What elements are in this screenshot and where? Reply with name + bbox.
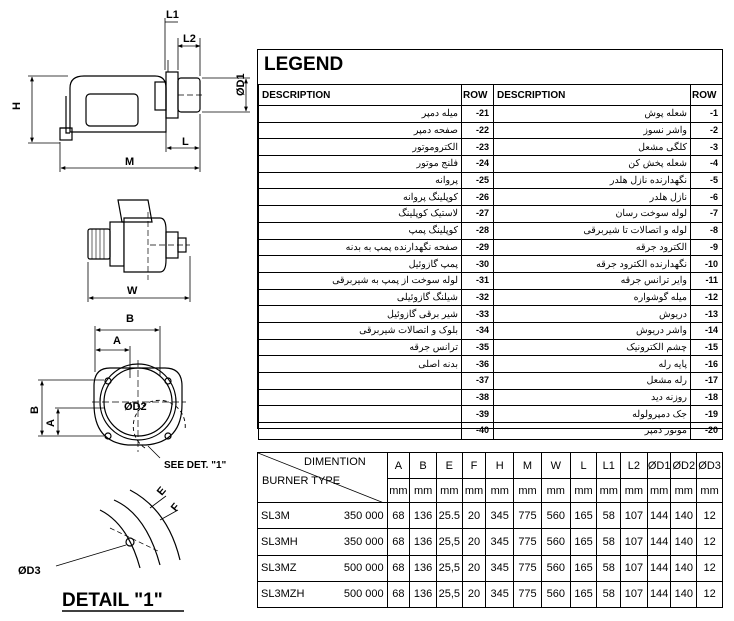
technical-drawings <box>0 0 255 621</box>
side-view-drawing <box>60 60 205 140</box>
dimension-value: 136 <box>410 555 437 581</box>
legend-right-row-number: -9 <box>691 239 723 256</box>
legend-left-row-number: -24 <box>462 156 494 173</box>
legend-body <box>259 106 723 440</box>
dimension-value: 140 <box>671 503 697 529</box>
legend-right-description: میله گوشواره <box>494 289 691 306</box>
dimension-value: 775 <box>514 581 542 607</box>
legend-right-row-number: -1 <box>691 106 723 123</box>
label-f: F <box>168 501 183 515</box>
dimension-value: 560 <box>541 529 570 555</box>
dimension-value: 68 <box>387 503 410 529</box>
legend-left-description <box>259 423 462 440</box>
dimension-value: 12 <box>697 529 723 555</box>
dimension-column-header: ØD3 <box>697 453 723 479</box>
legend-left-description: لوله سوخت از پمپ به شیربرقی <box>259 272 462 289</box>
dimension-column-header: ØD2 <box>671 453 697 479</box>
legend-header-description-left: DESCRIPTION <box>259 85 462 106</box>
dimension-column-header: F <box>462 453 486 479</box>
top-view-drawing <box>88 200 190 280</box>
burner-type-cell <box>258 529 388 555</box>
legend-header-row-right: ROW <box>691 85 723 106</box>
corner-label-burner-type: BURNER TYPE <box>262 475 341 487</box>
burner-capacity: 350 000 <box>343 535 384 548</box>
label-e: E <box>154 484 169 499</box>
legend-right-description: واشر دریوش <box>494 322 691 339</box>
legend-left-description: فلنج موتور <box>259 156 462 173</box>
dimension-value: 140 <box>671 581 697 607</box>
legend-left-description: لاستیک کوپلینگ <box>259 206 462 223</box>
dimensions-corner-cell <box>258 453 388 503</box>
dimension-value: 107 <box>621 581 648 607</box>
legend-left-description: الکتروموتور <box>259 139 462 156</box>
legend-right-description: جک دمپرولوله <box>494 406 691 423</box>
burner-name: SL3M <box>261 509 290 522</box>
legend-panel <box>257 49 723 437</box>
dimension-value: 136 <box>410 581 437 607</box>
legend-left-row-number: -38 <box>462 389 494 406</box>
legend-header-row <box>259 85 723 106</box>
legend-left-row-number: -34 <box>462 322 494 339</box>
dimension-unit: mm <box>597 479 621 503</box>
legend-row <box>259 222 723 239</box>
label-d1: ØD1 <box>235 73 247 96</box>
dimension-value: 58 <box>597 503 621 529</box>
dimension-value: 12 <box>697 503 723 529</box>
dimensions-table <box>257 452 723 608</box>
legend-row <box>259 339 723 356</box>
legend-left-row-number: -32 <box>462 289 494 306</box>
legend-row <box>259 239 723 256</box>
legend-row <box>259 156 723 173</box>
dimension-unit: mm <box>697 479 723 503</box>
legend-header-description-right: DESCRIPTION <box>494 85 691 106</box>
dimension-value: 58 <box>597 529 621 555</box>
legend-left-description: پروانه <box>259 172 462 189</box>
legend-right-description: واشر نسوز <box>494 122 691 139</box>
legend-left-row-number: -28 <box>462 222 494 239</box>
dimension-value: 165 <box>570 529 597 555</box>
legend-left-description: شیر برقی گازوئیل <box>259 306 462 323</box>
burner-type-cell <box>258 581 388 607</box>
legend-row <box>259 272 723 289</box>
dimension-value: 25.5 <box>436 503 462 529</box>
label-h: H <box>11 102 23 110</box>
dimension-column-header: W <box>541 453 570 479</box>
burner-row <box>258 581 723 607</box>
dimension-value: 775 <box>514 529 542 555</box>
legend-right-row-number: -6 <box>691 189 723 206</box>
dimension-column-header: B <box>410 453 437 479</box>
legend-left-description: پمپ گازوئیل <box>259 256 462 273</box>
burner-row <box>258 529 723 555</box>
callout-see-detail: SEE DET. "1" <box>164 460 227 471</box>
dimension-value: 20 <box>462 555 486 581</box>
legend-right-row-number: -18 <box>691 389 723 406</box>
legend-right-description: شعله پوش <box>494 106 691 123</box>
legend-left-description: ترانس جرقه <box>259 339 462 356</box>
legend-right-description: رله مشعل <box>494 373 691 390</box>
dimension-value: 140 <box>671 555 697 581</box>
legend-left-row-number: -27 <box>462 206 494 223</box>
dimension-value: 560 <box>541 503 570 529</box>
label-l: L <box>182 136 189 148</box>
label-b-top: B <box>126 313 134 325</box>
dimension-value: 775 <box>514 555 542 581</box>
burner-capacity: 500 000 <box>343 588 384 601</box>
legend-left-row-number: -40 <box>462 423 494 440</box>
dimension-column-header: L <box>570 453 597 479</box>
legend-right-description: شعله پخش کن <box>494 156 691 173</box>
legend-right-description: نازل هلدر <box>494 189 691 206</box>
legend-left-description: صفحه نگهدارنده پمپ به بدنه <box>259 239 462 256</box>
dimension-column-header: L2 <box>621 453 648 479</box>
dimension-value: 140 <box>671 529 697 555</box>
label-l2: L2 <box>183 33 196 45</box>
legend-row <box>259 406 723 423</box>
legend-row <box>259 289 723 306</box>
legend-left-row-number: -36 <box>462 356 494 373</box>
legend-left-row-number: -37 <box>462 373 494 390</box>
legend-right-description: پایه رله <box>494 356 691 373</box>
dimension-value: 12 <box>697 581 723 607</box>
legend-row <box>259 106 723 123</box>
dimension-unit: mm <box>486 479 514 503</box>
dimension-unit: mm <box>436 479 462 503</box>
legend-left-row-number: -35 <box>462 339 494 356</box>
legend-right-row-number: -20 <box>691 423 723 440</box>
dimension-value: 20 <box>462 503 486 529</box>
legend-right-description: دریوش <box>494 306 691 323</box>
legend-right-row-number: -2 <box>691 122 723 139</box>
dimension-unit: mm <box>621 479 648 503</box>
dimension-value: 58 <box>597 581 621 607</box>
burner-type-cell <box>258 503 388 529</box>
dimension-value: 165 <box>570 581 597 607</box>
dimension-value: 68 <box>387 581 410 607</box>
label-d2: ØD2 <box>124 401 147 413</box>
legend-left-description <box>259 406 462 423</box>
burner-capacity: 350 000 <box>343 509 384 522</box>
legend-right-row-number: -3 <box>691 139 723 156</box>
dimension-value: 25,5 <box>436 555 462 581</box>
dimension-value: 12 <box>697 555 723 581</box>
dimension-value: 68 <box>387 555 410 581</box>
burner-row <box>258 503 723 529</box>
dimension-value: 25,5 <box>436 581 462 607</box>
dimension-value: 107 <box>621 503 648 529</box>
dimension-column-header: H <box>486 453 514 479</box>
dimension-value: 345 <box>486 529 514 555</box>
dimension-value: 25,5 <box>436 529 462 555</box>
burner-name: SL3MZ <box>261 562 297 575</box>
dimension-value: 20 <box>462 581 486 607</box>
legend-row <box>259 206 723 223</box>
legend-right-description: کلگی مشعل <box>494 139 691 156</box>
legend-right-row-number: -7 <box>691 206 723 223</box>
dimension-column-header: M <box>514 453 542 479</box>
legend-left-row-number: -31 <box>462 272 494 289</box>
dimension-value: 68 <box>387 529 410 555</box>
legend-right-row-number: -12 <box>691 289 723 306</box>
legend-left-description: بدنه اصلی <box>259 356 462 373</box>
dimension-unit: mm <box>570 479 597 503</box>
legend-right-description: چشم الکترونیک <box>494 339 691 356</box>
legend-right-row-number: -11 <box>691 272 723 289</box>
dimension-unit: mm <box>647 479 671 503</box>
dimension-unit: mm <box>387 479 410 503</box>
burner-name: SL3MH <box>261 535 298 548</box>
legend-table <box>258 84 723 440</box>
label-d3: ØD3 <box>18 565 41 577</box>
legend-right-description: نگهدارنده نازل هلدر <box>494 172 691 189</box>
label-b-side: B <box>29 406 41 414</box>
burner-row <box>258 555 723 581</box>
legend-row <box>259 356 723 373</box>
dimension-unit: mm <box>671 479 697 503</box>
label-w: W <box>127 285 138 297</box>
dimensions-header-row <box>258 453 723 479</box>
corner-label-dimention: DIMENTION <box>304 456 366 468</box>
legend-right-row-number: -13 <box>691 306 723 323</box>
dimension-value: 144 <box>647 555 671 581</box>
legend-right-row-number: -14 <box>691 322 723 339</box>
burner-name: SL3MZH <box>261 588 305 601</box>
legend-left-description: صفحه دمپر <box>259 122 462 139</box>
dimension-column-header: A <box>387 453 410 479</box>
dimension-column-header: ØD1 <box>647 453 671 479</box>
legend-row <box>259 423 723 440</box>
legend-row <box>259 139 723 156</box>
dimension-column-header: L1 <box>597 453 621 479</box>
legend-right-description: وایر ترانس جرقه <box>494 272 691 289</box>
legend-right-row-number: -10 <box>691 256 723 273</box>
dimension-value: 144 <box>647 503 671 529</box>
legend-right-row-number: -17 <box>691 373 723 390</box>
dimension-unit: mm <box>514 479 542 503</box>
dimension-value: 58 <box>597 555 621 581</box>
dimension-value: 107 <box>621 529 648 555</box>
burner-capacity: 500 000 <box>343 562 384 575</box>
dimension-value: 20 <box>462 529 486 555</box>
legend-right-description: لوله سوخت رسان <box>494 206 691 223</box>
legend-title: LEGEND <box>264 54 344 75</box>
legend-right-row-number: -19 <box>691 406 723 423</box>
dimension-value: 165 <box>570 555 597 581</box>
legend-left-description: بلوک و اتصالات شیربرقی <box>259 322 462 339</box>
dimension-value: 345 <box>486 581 514 607</box>
legend-row <box>259 306 723 323</box>
legend-left-row-number: -21 <box>462 106 494 123</box>
detail-title: DETAIL "1" <box>62 590 163 611</box>
legend-right-description: الکترود جرقه <box>494 239 691 256</box>
legend-left-description: کوپلینگ پمپ <box>259 222 462 239</box>
legend-right-row-number: -5 <box>691 172 723 189</box>
dimension-value: 345 <box>486 503 514 529</box>
legend-row <box>259 172 723 189</box>
legend-left-row-number: -30 <box>462 256 494 273</box>
detail-labels <box>18 485 183 577</box>
legend-left-description: شیلنگ گازوئیلی <box>259 289 462 306</box>
label-l1: L1 <box>166 9 179 21</box>
dimension-unit: mm <box>462 479 486 503</box>
dimension-value: 775 <box>514 503 542 529</box>
legend-right-row-number: -15 <box>691 339 723 356</box>
legend-right-description: نگهدارنده الکترود جرقه <box>494 256 691 273</box>
legend-left-row-number: -33 <box>462 306 494 323</box>
legend-row <box>259 322 723 339</box>
dimension-column-header: E <box>436 453 462 479</box>
dimension-value: 136 <box>410 503 437 529</box>
dimension-value: 136 <box>410 529 437 555</box>
dimension-value: 345 <box>486 555 514 581</box>
legend-left-row-number: -29 <box>462 239 494 256</box>
dimension-value: 165 <box>570 503 597 529</box>
legend-right-description: موتور دمپر <box>494 423 691 440</box>
dimension-value: 560 <box>541 555 570 581</box>
burner-type-cell <box>258 555 388 581</box>
dimension-unit: mm <box>541 479 570 503</box>
legend-left-row-number: -23 <box>462 139 494 156</box>
dimension-value: 560 <box>541 581 570 607</box>
legend-left-row-number: -22 <box>462 122 494 139</box>
legend-left-description: میله دمپر <box>259 106 462 123</box>
legend-left-row-number: -39 <box>462 406 494 423</box>
dimension-value: 107 <box>621 555 648 581</box>
legend-right-row-number: -8 <box>691 222 723 239</box>
label-m: M <box>125 156 135 168</box>
dimension-value: 144 <box>647 529 671 555</box>
legend-row <box>259 256 723 273</box>
legend-left-row-number: -25 <box>462 172 494 189</box>
detail-drawing <box>56 490 180 568</box>
label-a-side: A <box>45 419 57 427</box>
legend-row <box>259 373 723 390</box>
legend-row <box>259 189 723 206</box>
legend-left-description <box>259 373 462 390</box>
legend-right-row-number: -16 <box>691 356 723 373</box>
legend-header-row-left: ROW <box>462 85 494 106</box>
dimensions-body <box>258 503 723 608</box>
legend-row <box>259 122 723 139</box>
label-a-top: A <box>113 335 121 347</box>
dimension-value: 144 <box>647 581 671 607</box>
legend-left-row-number: -26 <box>462 189 494 206</box>
legend-left-description <box>259 389 462 406</box>
legend-right-description: لوله و اتصالات تا شیربرقی <box>494 222 691 239</box>
legend-right-description: روزنه دید <box>494 389 691 406</box>
dimension-unit: mm <box>410 479 437 503</box>
legend-left-description: کوپلینگ پروانه <box>259 189 462 206</box>
legend-right-row-number: -4 <box>691 156 723 173</box>
legend-row <box>259 389 723 406</box>
